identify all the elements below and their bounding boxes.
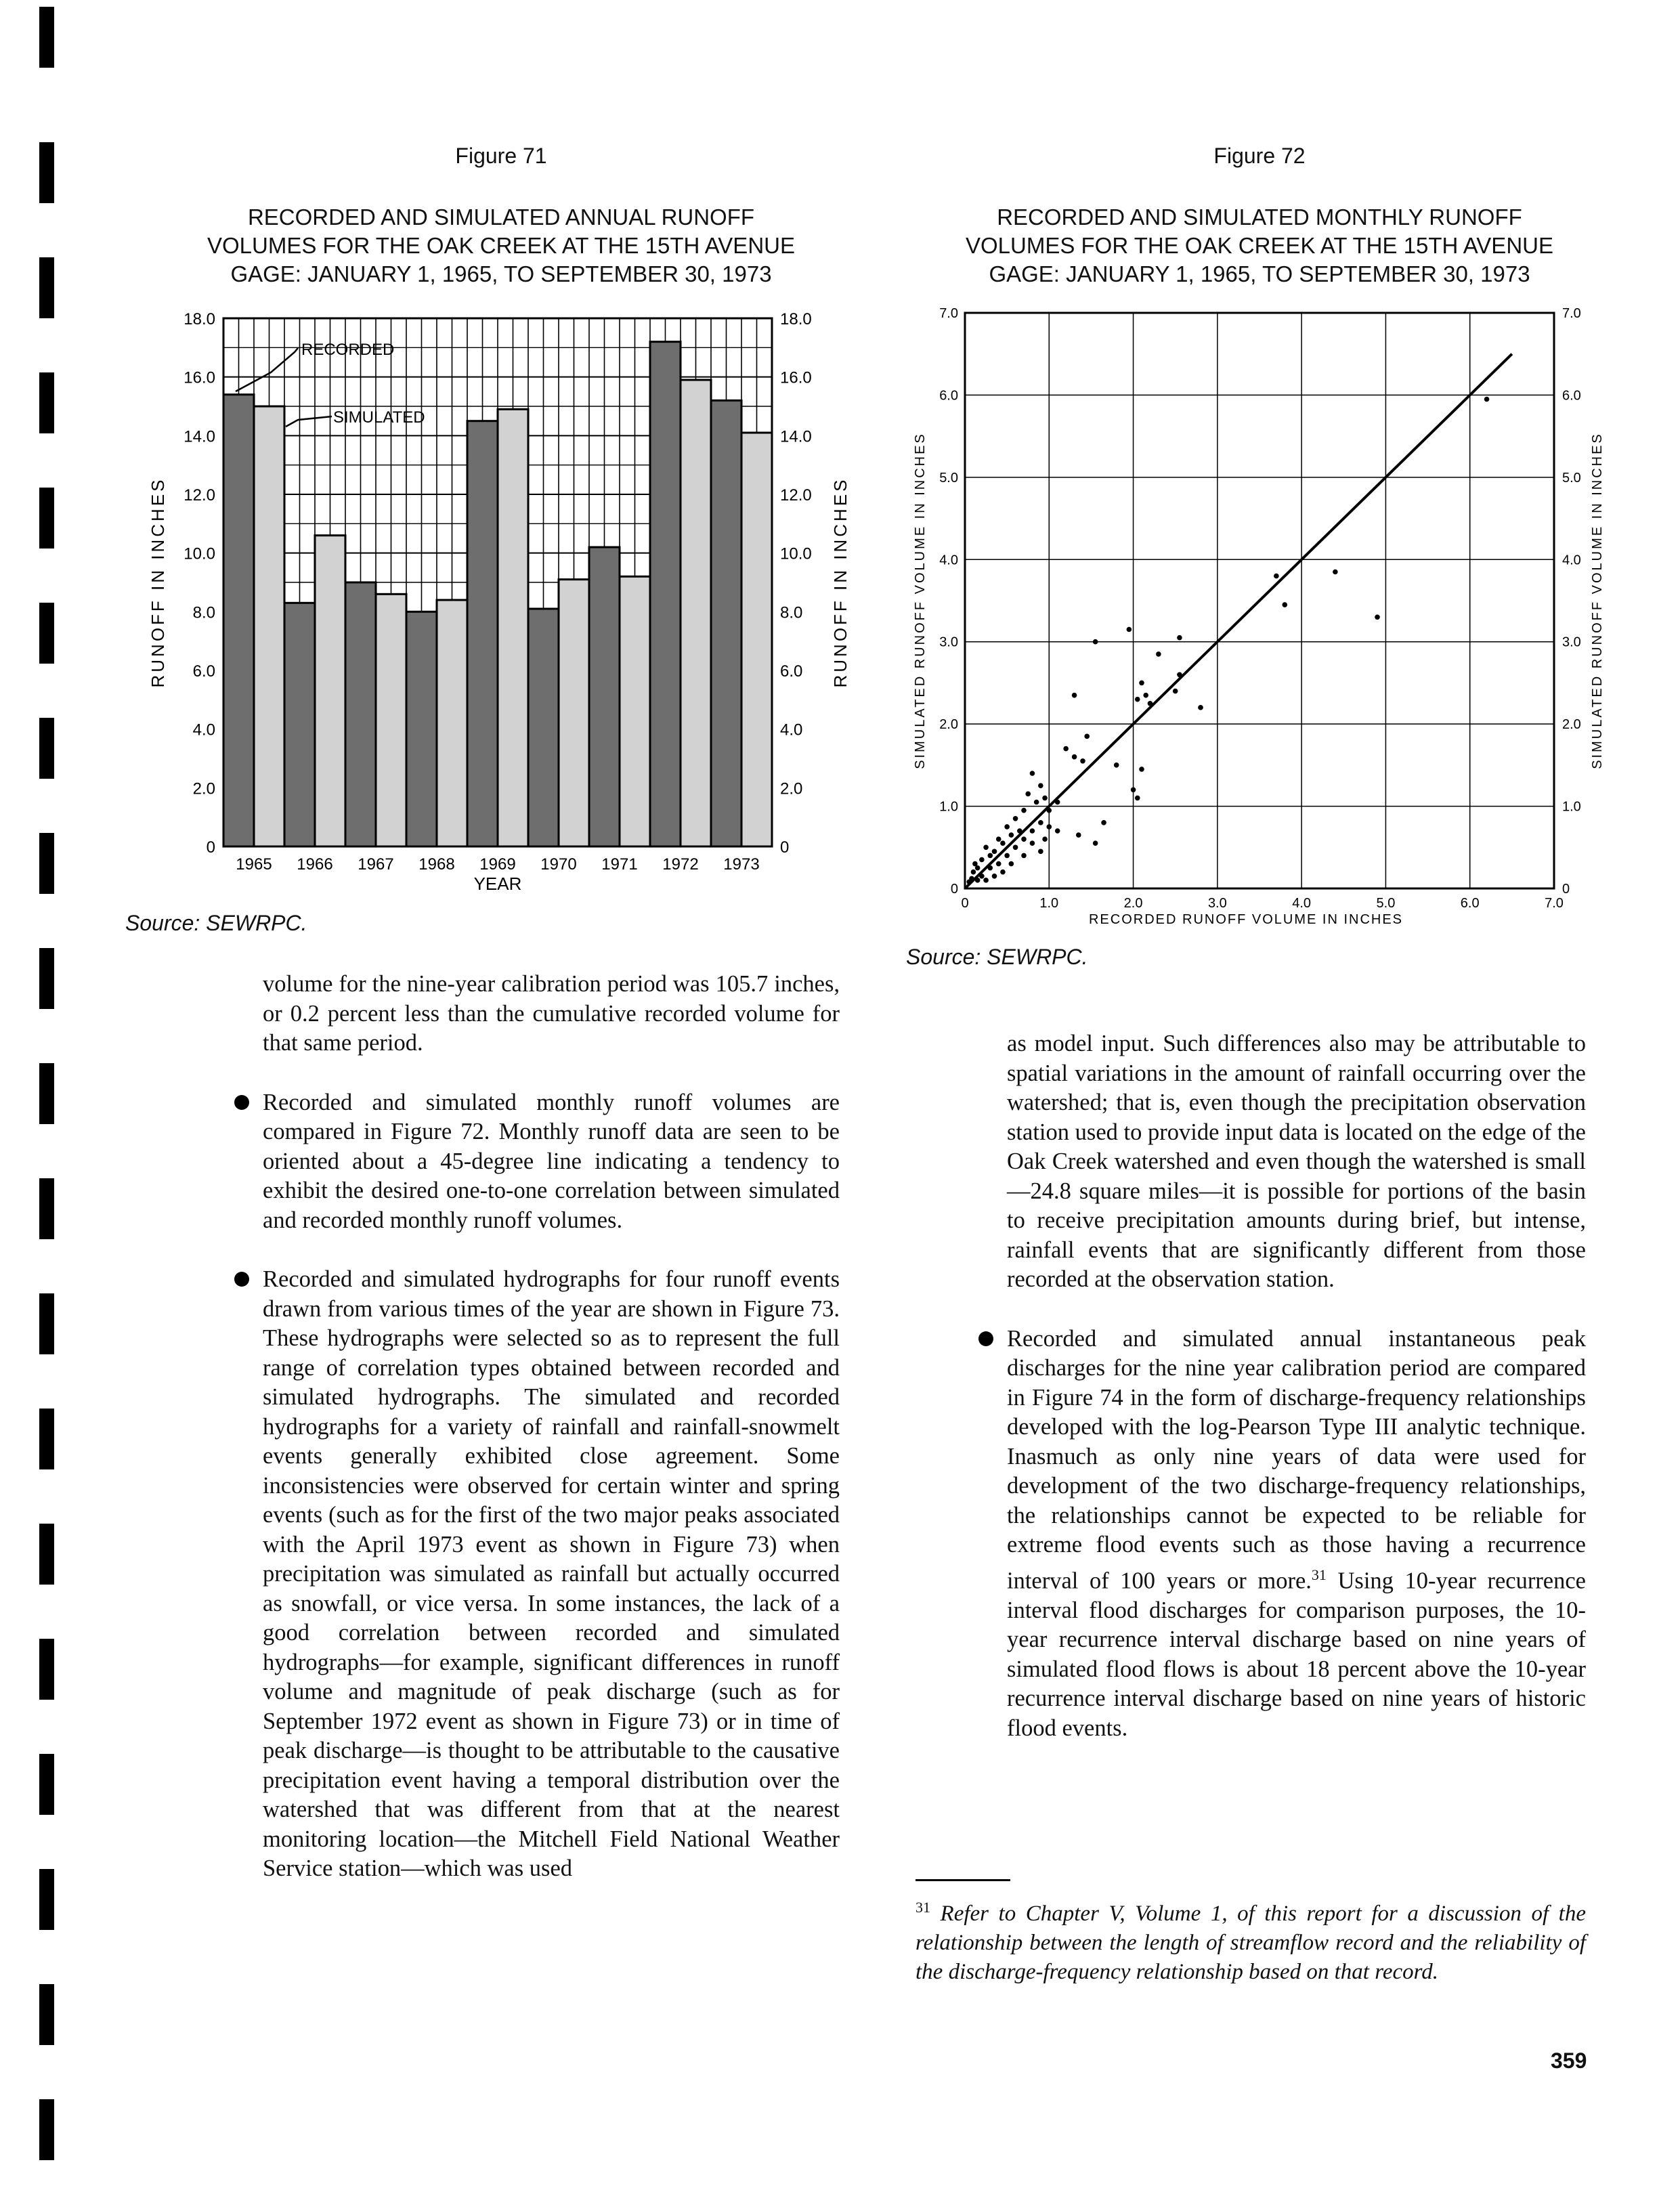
binder-mark bbox=[39, 1063, 54, 1124]
binder-mark bbox=[39, 488, 54, 549]
binder-mark bbox=[39, 7, 54, 68]
data-point bbox=[1034, 800, 1039, 805]
y-tick-label: 10.0 bbox=[184, 544, 215, 563]
y-tick-label: 12.0 bbox=[184, 486, 215, 504]
bar-simulated bbox=[681, 380, 711, 846]
bar-simulated bbox=[620, 576, 650, 846]
bullet-paragraph bbox=[263, 1088, 840, 1236]
y-tick-label: 5.0 bbox=[1562, 470, 1581, 486]
y-tick-label: 1.0 bbox=[1562, 799, 1581, 815]
binder-mark bbox=[39, 718, 54, 779]
y-tick-label: 8.0 bbox=[192, 603, 215, 622]
data-point bbox=[1000, 840, 1006, 846]
bar-recorded bbox=[406, 611, 437, 846]
paragraph-text: Recorded and simulated monthly runoff volumes are compared in Figure 72. Monthly runoff data are seen to be oriented about a 45-degree line indicating a tendency to exhibit the desired one-to-one correlation between simulated and recorded monthly runoff volumes. bbox=[263, 1089, 840, 1233]
figure72-title-line: GAGE: JANUARY 1, 1965, TO SEPTEMBER 30, 1973 bbox=[989, 261, 1530, 286]
data-point bbox=[1013, 844, 1018, 850]
x-tick-label: 1971 bbox=[601, 855, 638, 874]
data-point bbox=[1030, 828, 1035, 834]
data-point bbox=[996, 836, 1001, 842]
data-point bbox=[1017, 828, 1022, 834]
figure72-title-line: RECORDED AND SIMULATED MONTHLY RUNOFF bbox=[997, 205, 1522, 230]
one-to-one-reference-line bbox=[965, 354, 1512, 888]
x-tick-label: 1967 bbox=[358, 855, 394, 874]
bullet-icon bbox=[234, 1272, 249, 1287]
binder-mark bbox=[39, 833, 54, 894]
x-tick-label: 2.0 bbox=[1123, 896, 1143, 911]
data-point bbox=[1009, 861, 1014, 867]
data-point bbox=[1009, 832, 1014, 838]
binder-mark bbox=[39, 948, 54, 1009]
bar-chart-bars bbox=[223, 342, 772, 846]
y-tick-label: 2.0 bbox=[939, 717, 958, 733]
legend-recorded-label: RECORDED bbox=[301, 341, 395, 359]
data-point bbox=[1004, 853, 1010, 859]
figure72-title-line: VOLUMES FOR THE OAK CREEK AT THE 15TH AVENUE bbox=[965, 233, 1553, 258]
y-tick-label: 4.0 bbox=[780, 721, 803, 739]
data-point bbox=[1013, 816, 1018, 821]
binder-mark bbox=[39, 1524, 54, 1585]
data-point bbox=[1004, 824, 1010, 830]
figure72-title bbox=[901, 203, 1618, 288]
y-tick-label: 7.0 bbox=[939, 306, 958, 321]
y-tick-label: 3.0 bbox=[939, 635, 958, 650]
x-tick-label: 4.0 bbox=[1292, 896, 1312, 911]
footnote-number: 31 bbox=[916, 1899, 930, 1916]
data-point bbox=[1177, 635, 1182, 641]
y-tick-label: 2.0 bbox=[192, 779, 215, 798]
figure71-title-line: VOLUMES FOR THE OAK CREEK AT THE 15TH AVENUE bbox=[207, 233, 795, 258]
y-tick-label: 12.0 bbox=[780, 486, 812, 504]
binder-mark bbox=[39, 142, 54, 203]
bar-simulated bbox=[559, 580, 589, 846]
data-point bbox=[983, 878, 989, 883]
data-point bbox=[975, 878, 981, 883]
data-point bbox=[1131, 787, 1136, 792]
data-point bbox=[1042, 836, 1048, 842]
x-tick-label: 1966 bbox=[297, 855, 333, 874]
y-tick-label: 18.0 bbox=[184, 310, 215, 328]
data-point bbox=[983, 844, 989, 850]
data-point bbox=[1046, 808, 1052, 813]
footnote bbox=[916, 1893, 1586, 1987]
y-tick-label: 0 bbox=[206, 838, 215, 857]
data-point bbox=[1063, 746, 1069, 752]
legend-simulated-label: SIMULATED bbox=[333, 408, 425, 427]
data-point bbox=[1484, 397, 1490, 402]
bullet-paragraph bbox=[1007, 1325, 1586, 1744]
y-tick-label: 0 bbox=[780, 838, 790, 857]
x-tick-label: 1970 bbox=[540, 855, 577, 874]
x-tick-label: 5.0 bbox=[1376, 896, 1396, 911]
data-point bbox=[1375, 614, 1380, 620]
data-point bbox=[971, 869, 976, 875]
data-point bbox=[1173, 689, 1178, 694]
left-text-column bbox=[263, 970, 840, 1914]
x-tick-label: 1973 bbox=[723, 855, 760, 874]
binder-mark bbox=[39, 1984, 54, 2045]
footnote-rule bbox=[916, 1879, 1010, 1881]
data-point bbox=[1114, 762, 1119, 768]
binder-mark bbox=[39, 603, 54, 664]
paragraph: as model input. Such differences also may be attributable to spatial variations in the amount of rainfall occurring over the watershed; that is, even though the precipitation observation station used to provide input data is located on the edge of the Oak Creek watershed and even though the watershed is small—24.8 square miles—it is possible for portions of the basin to receive precipitation amounts during brief, but intense, rainfall events that are significantly different from those recorded at the observation station. bbox=[1007, 1031, 1586, 1292]
x-tick-label: 1.0 bbox=[1039, 896, 1059, 911]
page-number: 359 bbox=[1551, 2048, 1587, 2073]
figure71-title-line: RECORDED AND SIMULATED ANNUAL RUNOFF bbox=[247, 205, 755, 230]
binder-mark bbox=[39, 1754, 54, 1815]
y-tick-label: 6.0 bbox=[780, 662, 803, 681]
bullet-icon bbox=[234, 1095, 249, 1110]
binder-mark bbox=[39, 1869, 54, 1930]
data-point bbox=[1127, 627, 1132, 632]
data-point bbox=[987, 853, 993, 859]
data-point bbox=[979, 874, 985, 879]
y-tick-label: 1.0 bbox=[939, 799, 958, 815]
figure72-label: Figure 72 bbox=[1213, 144, 1306, 168]
bar-recorded bbox=[345, 582, 376, 846]
data-point bbox=[1021, 836, 1027, 842]
y-tick-label: 0 bbox=[1562, 882, 1570, 897]
x-tick-label: 7.0 bbox=[1545, 896, 1564, 911]
data-point bbox=[1080, 758, 1085, 764]
data-point bbox=[1101, 820, 1106, 825]
bullet-paragraph bbox=[263, 1265, 840, 1884]
data-point bbox=[1000, 869, 1006, 875]
data-point bbox=[996, 861, 1001, 867]
data-point bbox=[966, 879, 972, 884]
binder-mark bbox=[39, 257, 54, 318]
binder-mark bbox=[39, 1639, 54, 1700]
x-tick-label: 1969 bbox=[479, 855, 516, 874]
data-point bbox=[1072, 754, 1077, 760]
figure72-scatter-chart bbox=[901, 291, 1618, 941]
y-tick-label: 6.0 bbox=[192, 662, 215, 681]
data-point bbox=[1030, 771, 1035, 776]
data-point bbox=[1076, 832, 1081, 838]
bar-recorded bbox=[711, 400, 741, 846]
data-point bbox=[1093, 639, 1098, 645]
bar-simulated bbox=[254, 406, 284, 846]
bar-simulated bbox=[437, 600, 467, 846]
figure71-label: Figure 71 bbox=[455, 144, 547, 168]
data-point bbox=[1038, 820, 1043, 825]
binder-mark bbox=[39, 1293, 54, 1354]
data-point bbox=[1135, 796, 1140, 801]
data-point bbox=[1042, 796, 1048, 801]
legend-recorded-leader bbox=[236, 348, 298, 391]
footnote-text: Refer to Chapter V, Volume 1, of this report for a discussion of the relationship between the length of streamflow record and the reliability of the discharge-frequency relationship based on that record. bbox=[916, 1901, 1586, 1984]
data-point bbox=[1143, 693, 1148, 698]
data-point bbox=[1156, 651, 1161, 657]
y-axis-label-left: RUNOFF IN INCHES bbox=[148, 477, 168, 688]
y-axis-label-right: SIMULATED RUNOFF VOLUME IN INCHES bbox=[1590, 432, 1605, 769]
binder-mark bbox=[39, 1178, 54, 1239]
paragraph-text: Using 10-year recurrence interval flood discharges for comparison purposes, the 10-year recurrence interval discharge based on nine years of simulated flood flows is about 18 percent above the 10-year recurrence interval discharge based on nine years of historic flood events. bbox=[1007, 1568, 1586, 1741]
figure71-source: Source: SEWRPC. bbox=[125, 911, 307, 935]
data-point bbox=[1135, 697, 1140, 702]
x-axis-label: YEAR bbox=[473, 874, 522, 894]
x-tick-label: 1965 bbox=[236, 855, 272, 874]
data-point bbox=[1038, 849, 1043, 855]
y-tick-label: 14.0 bbox=[184, 427, 215, 446]
data-point bbox=[1084, 734, 1090, 739]
data-point bbox=[987, 865, 993, 871]
data-point bbox=[1025, 792, 1031, 797]
paragraph-text: Recorded and simulated hydrographs for four runoff events drawn from various times of the year are shown in Figure 73. These hydrographs were selected so as to represent the full range of correlation types obtained between recorded and simulated hydrographs. The simulated and recorded hydrographs for a variety of rainfall and rainfall-snowmelt events generally exhibited close agreement. Some inconsistencies were observed for certain winter and spring events (such as for the first of the two major peaks associated with the April 1973 event as shown in Figure 73) when precipitation was simulated as rainfall but actually occurred as snowfall, or vice versa. In some instances, the lack of a good correlation between recorded and simulated hydrographs—for example, significant differences in runoff volume and magnitude of peak discharge (such as for September 1972 event as shown in Figure 73) or in time of peak discharge—is thought to be attributable to the causative precipitation event having a temporal distribution over the watershed that was different from that at the nearest monitoring location—the Mitchell Field National Weather Service station—which was used bbox=[263, 1266, 840, 1881]
bar-simulated bbox=[498, 409, 528, 846]
y-tick-label: 2.0 bbox=[1562, 717, 1581, 733]
data-point bbox=[1282, 602, 1287, 607]
y-tick-label: 7.0 bbox=[1562, 306, 1581, 321]
binder-mark bbox=[39, 2099, 54, 2160]
x-tick-label: 6.0 bbox=[1460, 896, 1480, 911]
y-tick-label: 16.0 bbox=[184, 368, 215, 387]
bar-simulated bbox=[376, 594, 406, 846]
y-tick-label: 18.0 bbox=[780, 310, 812, 328]
y-axis-label-right: RUNOFF IN INCHES bbox=[830, 477, 850, 688]
y-tick-label: 2.0 bbox=[780, 779, 803, 798]
figure71-title bbox=[142, 203, 860, 288]
y-tick-label: 14.0 bbox=[780, 427, 812, 446]
bar-recorded bbox=[284, 603, 315, 846]
data-point bbox=[1148, 701, 1153, 706]
data-point bbox=[1021, 808, 1027, 813]
data-point bbox=[1198, 705, 1203, 710]
y-tick-label: 16.0 bbox=[780, 368, 812, 387]
data-point bbox=[1055, 800, 1060, 805]
data-point bbox=[992, 849, 997, 855]
figure72-source: Source: SEWRPC. bbox=[906, 945, 1088, 969]
x-tick-label: 0 bbox=[961, 896, 969, 911]
binder-mark bbox=[39, 1409, 54, 1469]
paragraph: volume for the nine-year calibration period was 105.7 inches, or 0.2 percent less than the cumulative recorded volume for that same period. bbox=[263, 971, 840, 1056]
bar-recorded bbox=[223, 395, 254, 846]
footnote-reference[interactable]: 31 bbox=[1311, 1566, 1327, 1583]
y-tick-label: 6.0 bbox=[1562, 388, 1581, 404]
data-point bbox=[1139, 767, 1144, 772]
bar-recorded bbox=[467, 421, 498, 846]
data-point bbox=[1038, 783, 1043, 788]
data-point bbox=[1072, 693, 1077, 698]
bar-simulated bbox=[741, 433, 772, 846]
data-point bbox=[1055, 828, 1060, 834]
bar-simulated bbox=[315, 536, 345, 846]
y-tick-label: 5.0 bbox=[939, 470, 958, 486]
paragraph-text: Recorded and simulated annual instantaneous peak discharges for the nine year calibration period are compared in Figure 74 in the form of discharge-frequency relationships developed with the log-Pearson Type III analytic technique. Inasmuch as only nine years of data were used for development of the two discharge-frequency relationships, the relationships cannot be expected to be reliable for extreme flood events such as those having a recurrence interval of 100 years or more. bbox=[1007, 1325, 1586, 1593]
y-tick-label: 6.0 bbox=[939, 388, 958, 404]
y-tick-label: 4.0 bbox=[1562, 553, 1581, 568]
y-axis-label-left: SIMULATED RUNOFF VOLUME IN INCHES bbox=[913, 432, 928, 769]
data-point bbox=[1333, 570, 1338, 575]
data-point bbox=[1139, 681, 1144, 686]
data-point bbox=[1093, 840, 1098, 846]
x-tick-label: 1972 bbox=[662, 855, 699, 874]
y-tick-label: 4.0 bbox=[192, 721, 215, 739]
bar-recorded bbox=[528, 609, 559, 846]
x-tick-label: 1968 bbox=[418, 855, 455, 874]
data-point bbox=[1030, 840, 1035, 846]
legend-simulated-leader bbox=[286, 416, 332, 427]
figure71-title-line: GAGE: JANUARY 1, 1965, TO SEPTEMBER 30, 1973 bbox=[230, 261, 772, 286]
binder-mark bbox=[39, 372, 54, 433]
y-tick-label: 0 bbox=[950, 882, 958, 897]
data-point bbox=[979, 857, 985, 863]
bar-recorded bbox=[589, 547, 620, 846]
y-tick-label: 4.0 bbox=[939, 553, 958, 568]
y-tick-label: 8.0 bbox=[780, 603, 803, 622]
data-point bbox=[1021, 853, 1027, 859]
x-tick-label: 3.0 bbox=[1207, 896, 1227, 911]
data-point bbox=[992, 874, 997, 879]
right-text-column bbox=[1007, 1029, 1586, 1773]
y-tick-label: 3.0 bbox=[1562, 635, 1581, 650]
data-point bbox=[1046, 824, 1052, 830]
data-point bbox=[1274, 574, 1279, 579]
bullet-icon bbox=[978, 1331, 993, 1346]
bar-recorded bbox=[650, 342, 681, 846]
data-point bbox=[1177, 672, 1182, 677]
y-tick-label: 10.0 bbox=[780, 544, 812, 563]
figure71-bar-chart bbox=[135, 291, 867, 901]
x-axis-label: RECORDED RUNOFF VOLUME IN INCHES bbox=[1088, 912, 1404, 927]
data-point bbox=[972, 861, 978, 867]
